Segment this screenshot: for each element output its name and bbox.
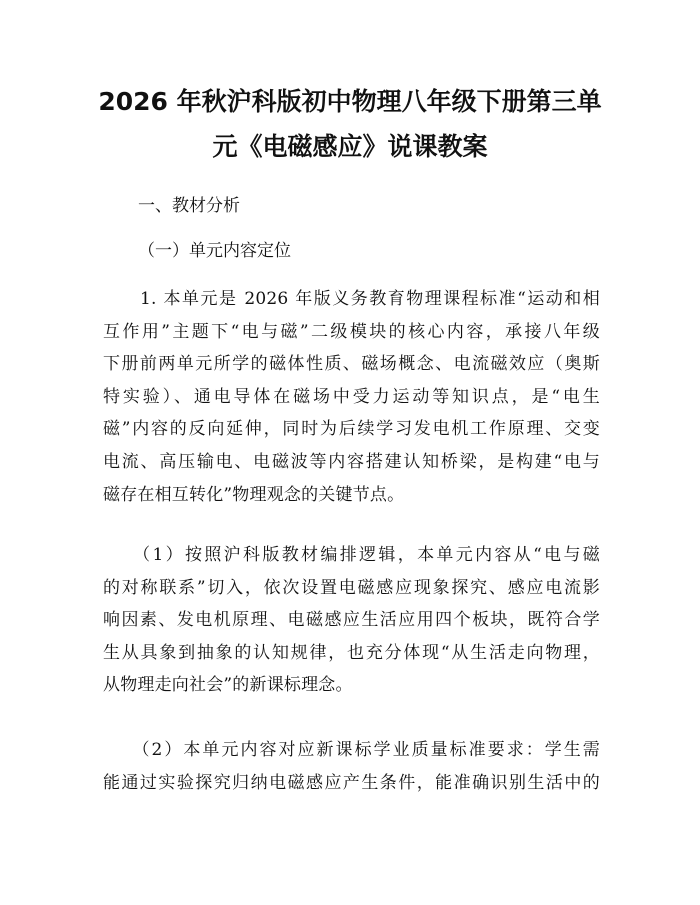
paragraph-line: 互作用”主题下“电与磁”二级模块的核心内容，承接八年级 [103,321,600,342]
paragraph-3 [103,734,600,799]
paragraph-line: 生从具象到抽象的认知规律，也充分体现“从生活走向物理， [103,642,600,663]
paragraph-line: 特实验）、通电导体在磁场中受力运动等知识点，是“电生 [103,386,600,407]
paragraph-line: （1）按照沪科版教材编排逻辑，本单元内容从“电与磁 [103,545,600,565]
subsection-heading: （一）单元内容定位 [138,241,291,261]
document-title-line-2: 元《电磁感应》说课教案 [212,132,488,161]
paragraph-line: 能通过实验探究归纳电磁感应产生条件，能准确识别生活中的 [103,772,600,793]
paragraph-line: 从物理走向社会”的新课标理念。 [103,675,353,696]
paragraph-line: 下册前两单元所学的磁体性质、磁场概念、电流磁效应（奥斯 [103,354,600,375]
section-heading: 一、教材分析 [138,196,240,216]
document-title-line-1: 2026 年秋沪科版初中物理八年级下册第三单 [98,87,602,116]
paragraph-line: 的对称联系”切入，依次设置电磁感应现象探究、感应电流影 [103,577,600,598]
paragraph-line: （2）本单元内容对应新课标学业质量标准要求：学生需 [103,740,600,760]
paragraph-1 [103,283,600,511]
paragraph-line: 磁”内容的反向延伸，同时为后续学习发电机工作原理、交变 [103,419,600,440]
paragraph-line: 电流、高压输电、电磁波等内容搭建认知桥梁，是构建“电与 [103,451,600,472]
paragraph-line: 1. 本单元是 2026 年版义务教育物理课程标准“运动和相 [103,289,600,309]
paragraph-line: 响因素、发电机原理、电磁感应生活应用四个板块，既符合学 [103,610,600,631]
paragraph-line: 磁存在相互转化”物理观念的关键节点。 [103,484,405,505]
paragraph-2 [103,539,600,702]
